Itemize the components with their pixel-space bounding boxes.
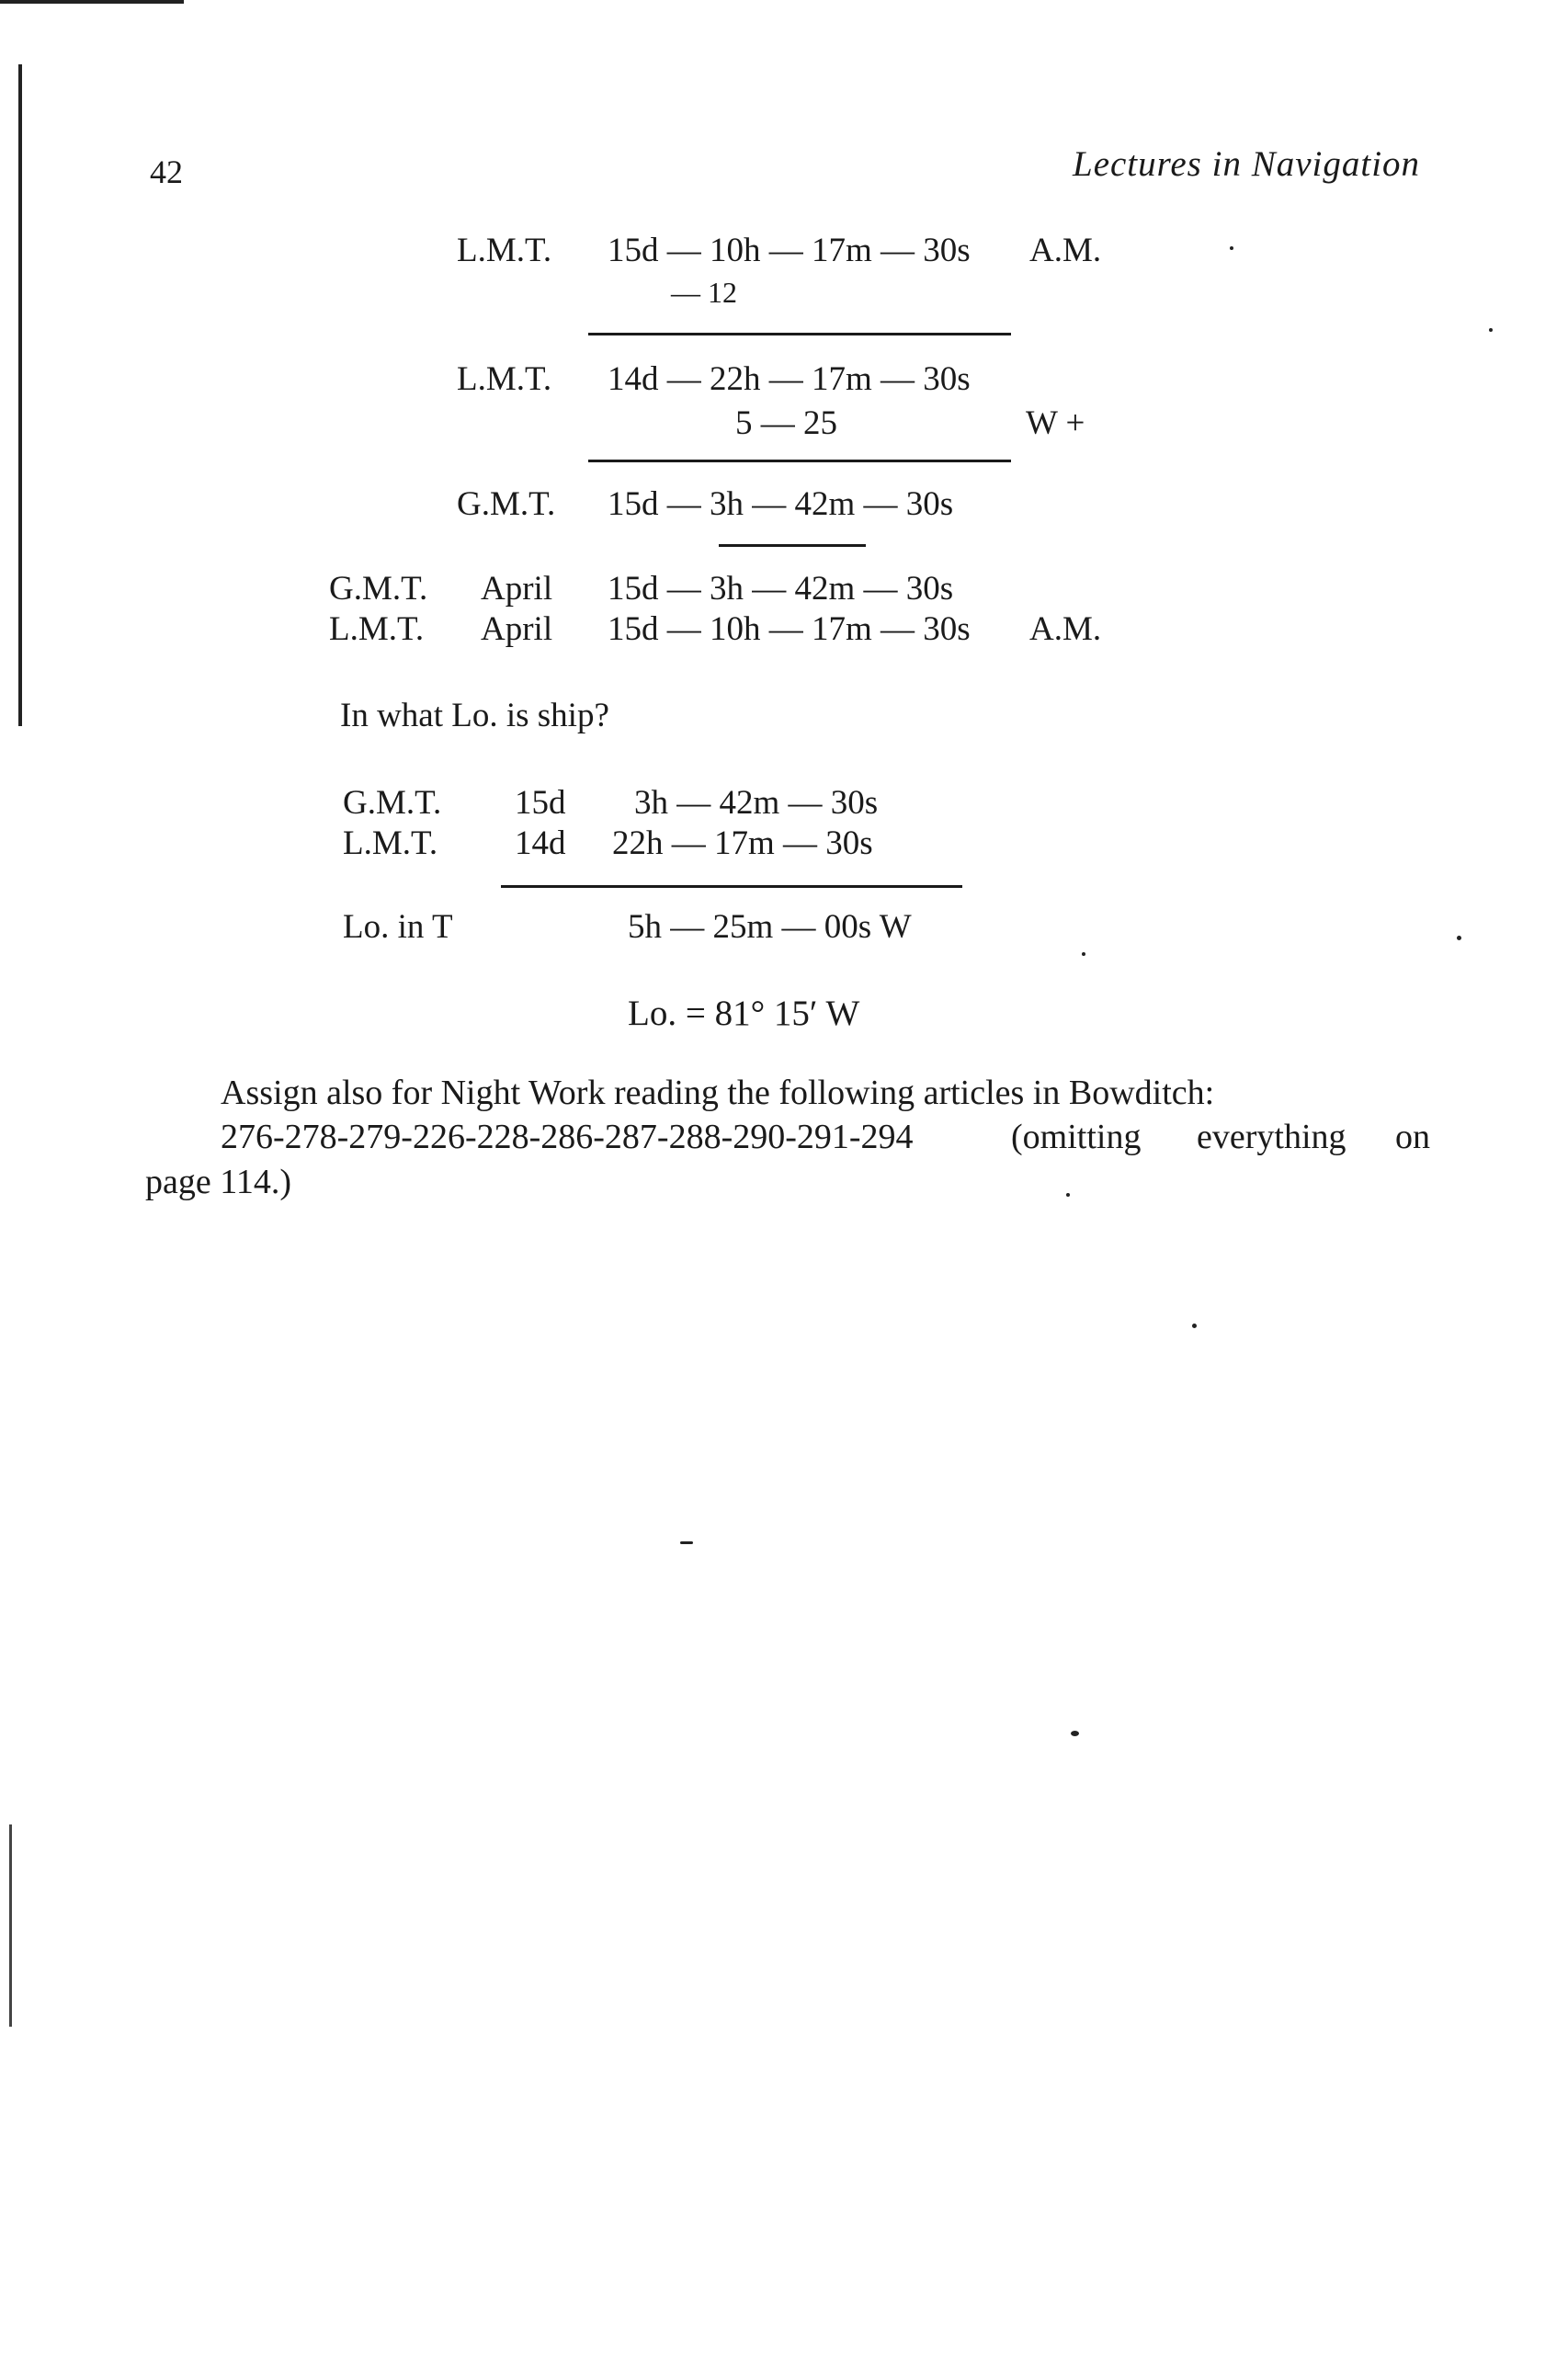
longitude-result: Lo. = 81° 15′ W xyxy=(628,994,860,1033)
running-title: Lectures in Navigation xyxy=(1073,144,1421,184)
question: In what Lo. is ship? xyxy=(340,697,609,734)
longitude-time: 5 — 25 xyxy=(735,404,837,442)
left-margin-line xyxy=(18,64,22,726)
gmt-value: 15d — 3h — 42m — 30s xyxy=(608,485,954,523)
day: 14d xyxy=(515,824,566,862)
gmt-value: 3h — 42m — 30s xyxy=(634,784,879,822)
west-plus-note: W + xyxy=(1026,404,1085,442)
lmt-value: 15d — 10h — 17m — 30s xyxy=(608,232,971,269)
assignment-line: Assign also for Night Work reading the following articles in Bowditch: xyxy=(221,1074,1215,1112)
gmt-label: G.M.T. xyxy=(343,784,442,822)
month: April xyxy=(481,570,553,608)
left-margin-line-lower xyxy=(9,1824,12,2027)
lo-in-time-value: 5h — 25m — 00s W xyxy=(628,908,912,946)
assignment-line: page 114.) xyxy=(145,1163,291,1201)
speck xyxy=(1457,936,1461,940)
rule xyxy=(719,544,866,547)
assignment-word: (omitting xyxy=(1011,1118,1142,1156)
lmt-label: L.M.T. xyxy=(457,360,552,398)
speck xyxy=(1066,1193,1070,1197)
speck xyxy=(1230,246,1233,250)
lmt-value: 14d — 22h — 17m — 30s xyxy=(608,360,971,398)
gmt-value: 15d — 3h — 42m — 30s xyxy=(608,570,954,608)
rule xyxy=(501,885,962,888)
assignment-word: on xyxy=(1395,1118,1430,1156)
rule xyxy=(588,333,1011,335)
speck xyxy=(1489,328,1493,332)
article-numbers: 276-278-279-226-228-286-287-288-290-291-294 xyxy=(221,1118,914,1156)
speck xyxy=(1082,952,1085,956)
top-left-smudge xyxy=(0,0,184,4)
lmt-value: 22h — 17m — 30s xyxy=(612,824,873,862)
lo-in-time-label: Lo. in T xyxy=(343,908,453,946)
lmt-value: 15d — 10h — 17m — 30s xyxy=(608,610,971,648)
am-suffix: A.M. xyxy=(1029,610,1102,648)
am-suffix: A.M. xyxy=(1029,232,1102,269)
gmt-label: G.M.T. xyxy=(457,485,556,523)
lmt-label: L.M.T. xyxy=(329,610,425,648)
speck xyxy=(1192,1324,1197,1328)
lmt-label: L.M.T. xyxy=(457,232,552,269)
page-number: 42 xyxy=(150,153,183,190)
day: 15d xyxy=(515,784,566,822)
speck xyxy=(680,1541,693,1544)
assignment-word: everything xyxy=(1197,1118,1346,1156)
subtract-twelve: — 12 xyxy=(671,276,737,309)
rule xyxy=(588,460,1011,462)
lmt-label: L.M.T. xyxy=(343,824,438,862)
speck xyxy=(1071,1731,1079,1736)
month: April xyxy=(481,610,553,648)
gmt-label: G.M.T. xyxy=(329,570,428,608)
